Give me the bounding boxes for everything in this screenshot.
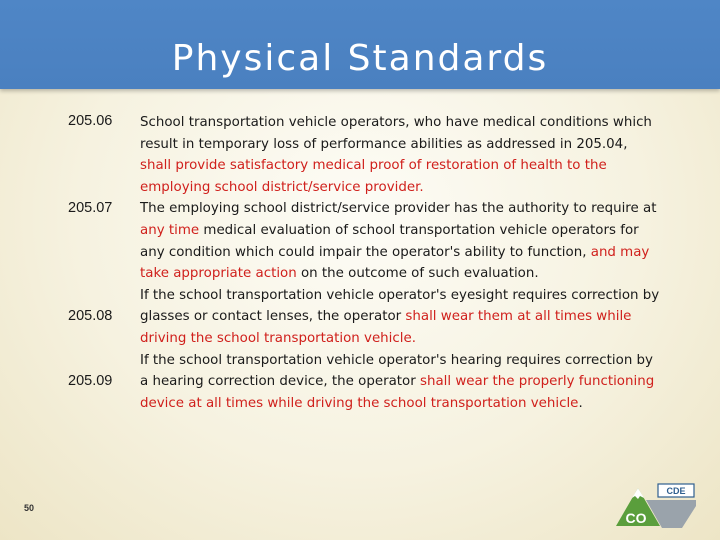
logo-co-text: CO — [625, 510, 647, 526]
text-segment: If the school transportation vehicle operator's hearing requires correction by a hearing correction device, the operator — [140, 352, 653, 390]
section-paragraph — [140, 112, 660, 198]
cde-logo — [612, 482, 696, 528]
text-segment: . — [578, 395, 583, 411]
text-segment: medical evaluation of school transportation vehicle operators for any condition which could impair the operator's ability to function, — [140, 222, 639, 260]
highlight-segment: any time — [140, 222, 200, 238]
section-number: 205.08 — [68, 308, 113, 324]
section-text-column — [140, 112, 660, 414]
highlight-segment: shall wear the properly functioning device at all times while driving the school transportation vehicle — [140, 374, 655, 411]
text-segment: School transportation vehicle operators, who have medical conditions which result in temporary loss of performance abilities as addressed in 205.04, — [140, 115, 652, 152]
slide-title: Physical Standards — [171, 38, 549, 79]
page-number: 50 — [24, 503, 35, 513]
section-paragraph — [140, 198, 660, 284]
section-paragraph — [140, 285, 660, 350]
section-number: 205.07 — [68, 200, 113, 216]
text-segment: If the school transportation vehicle operator's eyesight requires correction by glasses or contact lenses, the operator — [140, 287, 660, 325]
highlight-segment: shall wear them at all times while driving the school transportation vehicle. — [140, 309, 632, 346]
section-paragraph — [140, 350, 660, 415]
highlight-segment: and may take appropriate action — [140, 244, 650, 282]
logo-cde-text: CDE — [666, 486, 686, 496]
highlight-segment: shall provide satisfactory medical proof of restoration of health to the employing school district/service provider. — [140, 158, 607, 195]
title-bar — [0, 0, 720, 89]
text-segment: The employing school district/service provider has the authority to require at — [140, 201, 657, 217]
section-number: 205.06 — [68, 113, 113, 129]
text-segment: on the outcome of such evaluation. — [296, 266, 539, 282]
section-number: 205.09 — [68, 373, 113, 389]
